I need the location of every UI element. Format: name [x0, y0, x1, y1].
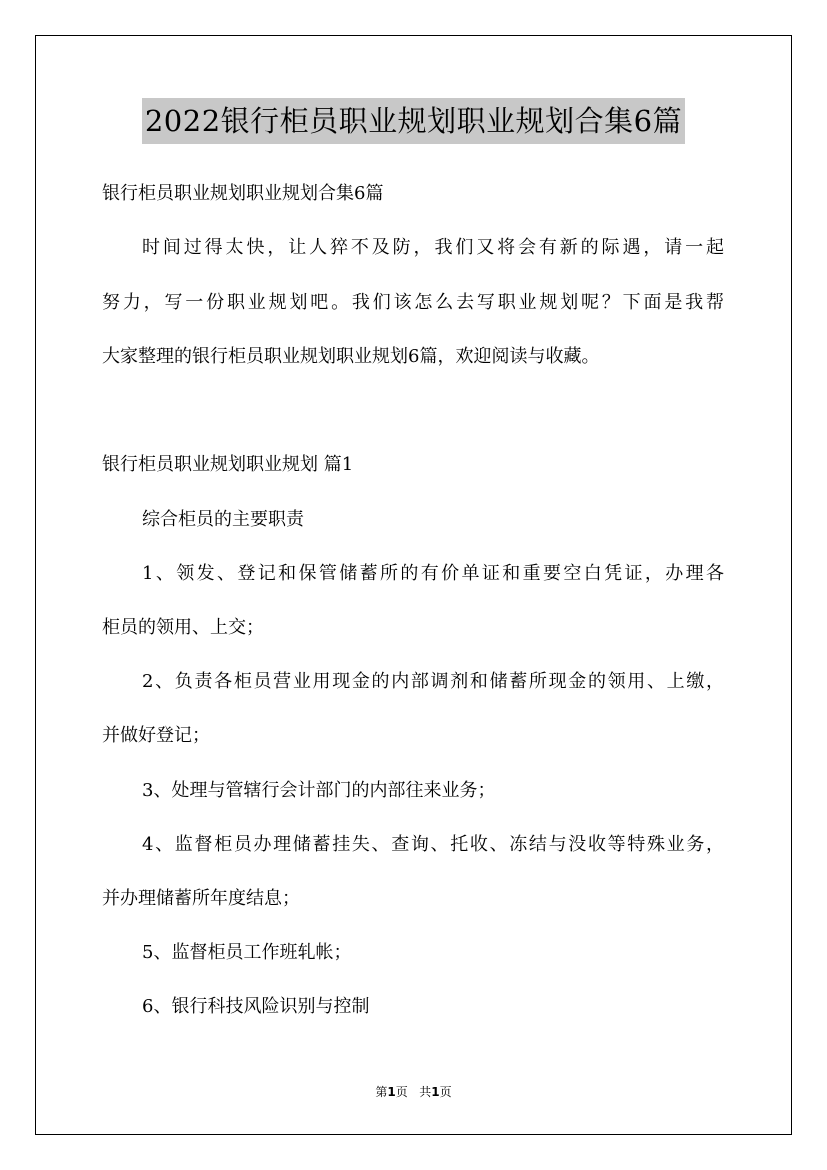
- duty-item-4-cont: 并办理储蓄所年度结息；: [102, 888, 300, 909]
- footer-total-suffix: 页: [439, 1085, 452, 1099]
- footer-page-number: 1: [387, 1085, 396, 1099]
- intro-line-1: 时间过得太快，让人猝不及防，我们又将会有新的际遇，请一起: [142, 237, 724, 258]
- duty-item-6: 6、银行科技风险识别与控制: [142, 996, 370, 1017]
- duty-item-2: 2、负责各柜员营业用现金的内部调剂和储蓄所现金的领用、上缴，: [142, 671, 724, 692]
- footer-total-number: 1: [431, 1085, 440, 1099]
- document-subtitle: 银行柜员职业规划职业规划合集6篇: [102, 183, 384, 204]
- title-container: [0, 98, 827, 144]
- footer-page-prefix: 第: [375, 1085, 388, 1099]
- page-footer: [0, 1084, 827, 1100]
- sub-heading: 综合柜员的主要职责: [142, 509, 304, 530]
- duty-item-1: 1、领发、登记和保管储蓄所的有价单证和重要空白凭证，办理各: [142, 563, 724, 584]
- intro-line-2: 努力，写一份职业规划吧。我们该怎么去写职业规划呢？下面是我帮: [102, 292, 724, 313]
- document-title: 2022银行柜员职业规划职业规划合集6篇: [142, 98, 685, 144]
- intro-line-3: 大家整理的银行柜员职业规划职业规划6篇，欢迎阅读与收藏。: [102, 346, 600, 367]
- section-heading: 银行柜员职业规划职业规划 篇1: [102, 454, 354, 475]
- duty-item-2-cont: 并做好登记；: [102, 725, 210, 746]
- duty-item-1-cont: 柜员的领用、上交；: [102, 617, 264, 638]
- duty-item-5: 5、监督柜员工作班轧帐；: [142, 942, 352, 963]
- footer-page-suffix: 页: [395, 1085, 408, 1099]
- duty-item-4: 4、监督柜员办理储蓄挂失、查询、托收、冻结与没收等特殊业务，: [142, 834, 724, 855]
- duty-item-3: 3、处理与管辖行会计部门的内部往来业务；: [142, 780, 496, 801]
- footer-total-prefix: 共: [419, 1085, 432, 1099]
